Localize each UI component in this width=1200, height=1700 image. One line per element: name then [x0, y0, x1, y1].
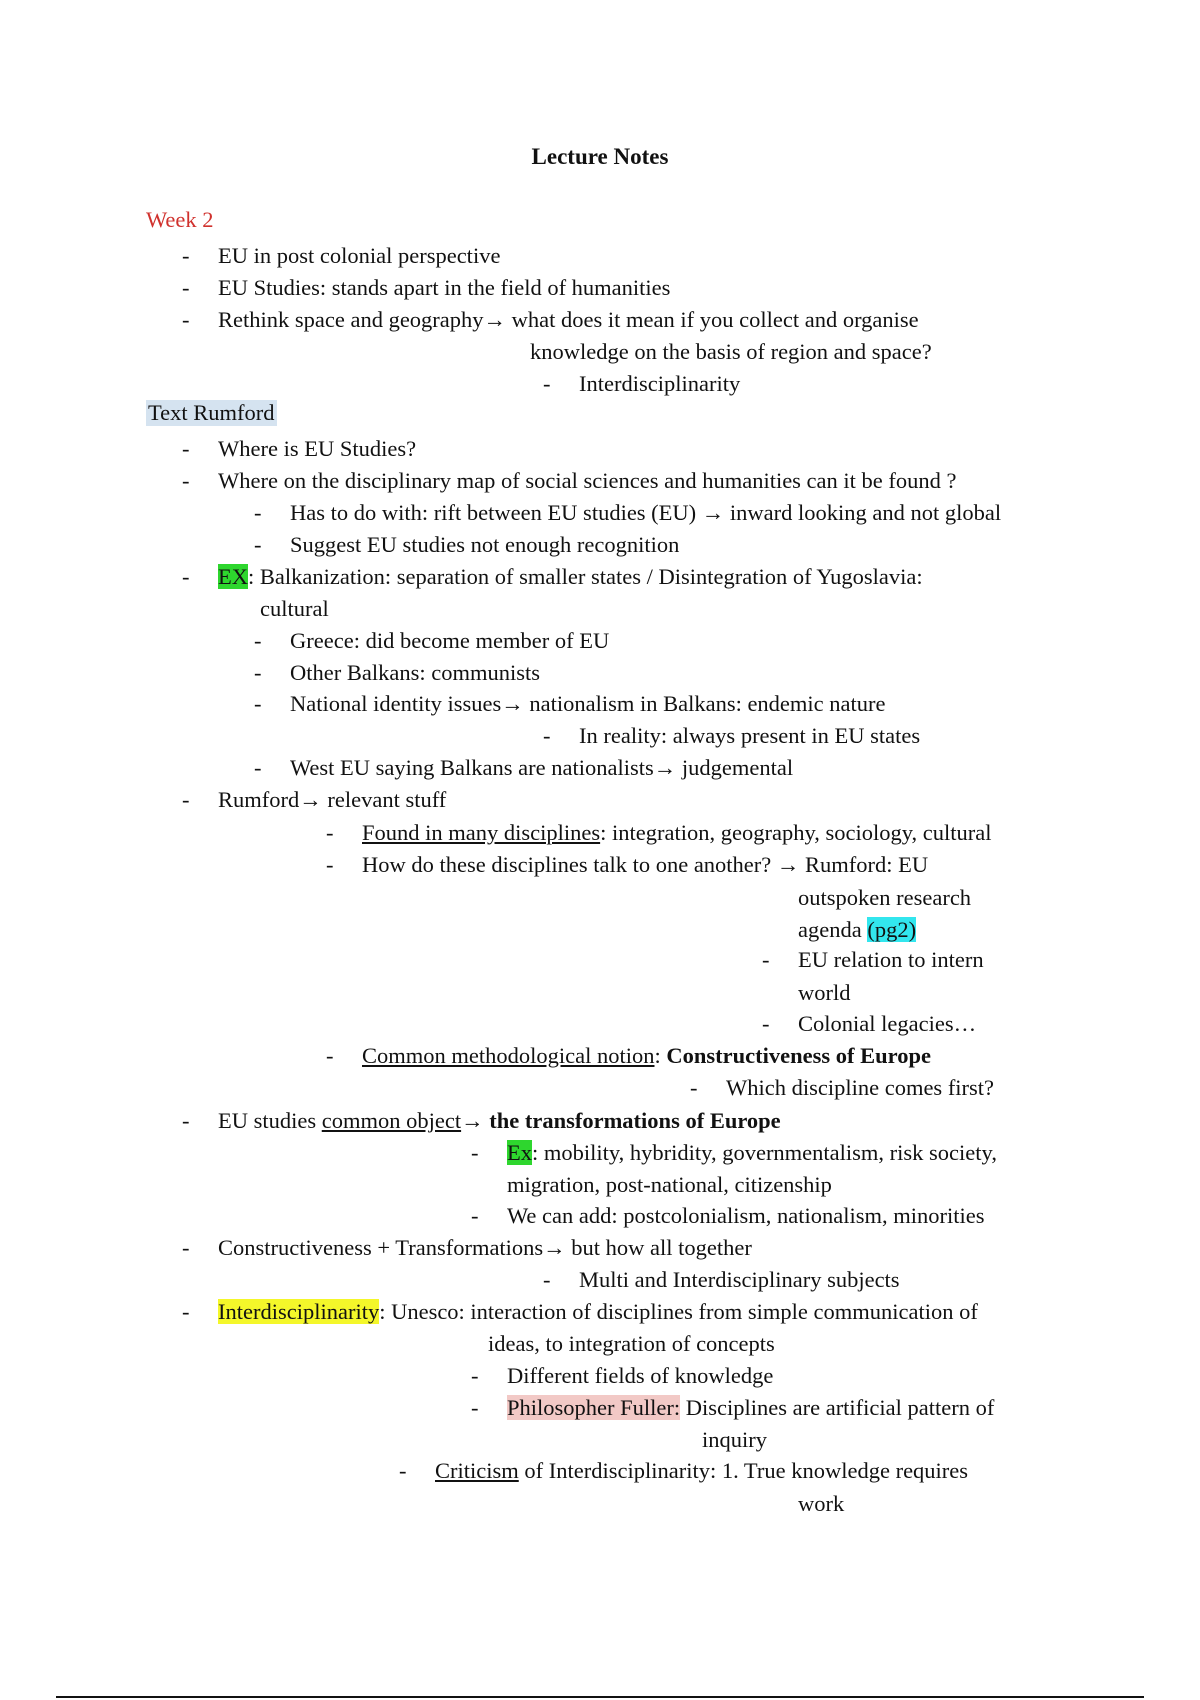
text-span: Where on the disciplinary map of social sciences and humanities can it be found ? — [218, 468, 957, 493]
list-item — [326, 818, 991, 848]
week-heading: Week 2 — [146, 207, 214, 232]
list-item — [254, 530, 679, 560]
text-span: Rumford→ relevant stuff — [218, 787, 447, 812]
list-item — [254, 689, 886, 719]
bullet-dash: - — [254, 691, 262, 716]
list-item — [543, 1265, 900, 1295]
text-span: Suggest EU studies not enough recognition — [290, 532, 680, 557]
bullet-dash: - — [326, 820, 334, 845]
bullet-dash: - — [182, 307, 190, 332]
bullet-dash: - — [690, 1075, 698, 1100]
text-span: Greece: did become member of EU — [290, 628, 610, 653]
list-item — [254, 658, 540, 688]
bullet-dash: - — [762, 1011, 770, 1036]
text-span: Other Balkans: communists — [290, 660, 540, 685]
page-ref-tag: (pg2) — [867, 917, 917, 942]
list-item — [543, 369, 740, 399]
bullet-dash: - — [182, 275, 190, 300]
text-span: Rethink space and geography→ what does it mean if you collect and organise — [218, 307, 919, 332]
bullet-dash: - — [471, 1363, 479, 1388]
list-item — [762, 945, 984, 975]
list-item — [182, 273, 670, 303]
list-item — [182, 562, 923, 592]
list-item — [254, 753, 793, 783]
list-item — [182, 1233, 752, 1263]
bullet-dash: - — [326, 852, 334, 877]
list-item — [182, 785, 446, 815]
bullet-dash: - — [471, 1203, 479, 1228]
list-item-continuation: inquiry — [702, 1427, 767, 1452]
text-span: : integration, geography, sociology, cultural — [600, 820, 992, 845]
list-item — [471, 1361, 773, 1391]
bullet-dash: - — [471, 1395, 479, 1420]
text-span: Which discipline comes first? — [726, 1075, 995, 1100]
text-span: EU in post colonial perspective — [218, 243, 501, 268]
list-item — [690, 1073, 994, 1103]
term-tag: Interdisciplinarity — [218, 1299, 380, 1324]
text-span: → — [461, 1108, 490, 1133]
bullet-dash: - — [182, 243, 190, 268]
text-span: : Balkanization: separation of smaller states / Disintegration of Yugoslavia: — [248, 564, 923, 589]
text-span: agenda — [798, 917, 868, 942]
list-item — [182, 1106, 781, 1136]
list-item — [471, 1393, 994, 1423]
list-item — [254, 626, 609, 656]
list-item — [182, 241, 500, 271]
list-item-continuation: migration, post-national, citizenship — [507, 1172, 832, 1197]
bullet-dash: - — [543, 723, 551, 748]
list-item — [182, 305, 919, 335]
text-span: : Unesco: interaction of disciplines from simple communication of — [379, 1299, 978, 1324]
bullet-dash: - — [182, 1235, 190, 1260]
text-span: EU relation to intern — [798, 947, 984, 972]
list-item — [326, 1041, 931, 1071]
text-span: : — [654, 1043, 667, 1068]
text-span: : mobility, hybridity, governmentalism, risk society, — [532, 1140, 997, 1165]
bullet-dash: - — [254, 755, 262, 780]
list-item-continuation: cultural — [260, 596, 329, 621]
list-item-continuation — [798, 917, 916, 943]
list-item — [182, 434, 416, 464]
text-span: Common methodological notion — [362, 1043, 655, 1068]
text-span: Interdisciplinarity — [579, 371, 741, 396]
list-item — [471, 1138, 997, 1168]
text-span: Found in many disciplines — [362, 820, 601, 845]
list-item — [182, 1297, 978, 1327]
page-title: Lecture Notes — [531, 144, 669, 169]
list-item — [254, 498, 1001, 528]
bullet-dash: - — [326, 1043, 334, 1068]
text-span: Criticism — [435, 1458, 519, 1483]
bullet-dash: - — [182, 1108, 190, 1133]
text-span: Where is EU Studies? — [218, 436, 417, 461]
example-tag: Ex — [507, 1140, 532, 1165]
person-tag: Philosopher Fuller: — [507, 1395, 681, 1420]
text-span: In reality: always present in EU states — [579, 723, 921, 748]
text-span: We can add: postcolonialism, nationalism, minorities — [507, 1203, 985, 1228]
bullet-dash: - — [254, 628, 262, 653]
text-span: Multi and Interdisciplinary subjects — [579, 1267, 900, 1292]
bullet-dash: - — [762, 947, 770, 972]
text-span: Disciplines are artificial pattern of — [680, 1395, 995, 1420]
list-item — [762, 1009, 976, 1039]
list-item — [543, 721, 920, 751]
list-item-continuation: knowledge on the basis of region and space? — [530, 339, 932, 364]
bullet-dash: - — [182, 787, 190, 812]
bullet-dash: - — [399, 1458, 407, 1483]
list-item — [471, 1201, 984, 1231]
bullet-dash: - — [182, 468, 190, 493]
bullet-dash: - — [543, 371, 551, 396]
bullet-dash: - — [254, 660, 262, 685]
list-item-continuation: work — [798, 1491, 845, 1516]
list-item — [182, 466, 957, 496]
list-item — [399, 1456, 968, 1486]
list-item-continuation: outspoken research — [798, 885, 972, 910]
list-item-continuation: world — [798, 980, 851, 1005]
text-span: of Interdisciplinarity: 1. True knowledge requires — [518, 1458, 969, 1483]
text-span: Constructiveness + Transformations→ but how all together — [218, 1235, 752, 1260]
bullet-dash: - — [182, 436, 190, 461]
bullet-dash: - — [254, 532, 262, 557]
text-span: West EU saying Balkans are nationalists→ judgemental — [290, 755, 794, 780]
bullet-dash: - — [182, 564, 190, 589]
text-span: Has to do with: rift between EU studies (EU) → inward looking and not global — [290, 500, 1002, 525]
text-span: the transformations of Europe — [489, 1108, 781, 1133]
text-span: Colonial legacies… — [798, 1011, 977, 1036]
text-span: How do these disciplines talk to one another? → Rumford: EU — [362, 852, 929, 877]
bullet-dash: - — [471, 1140, 479, 1165]
text-span: common object — [321, 1108, 462, 1133]
text-span: Constructiveness of Europe — [666, 1043, 931, 1068]
list-item — [326, 850, 928, 880]
list-item-continuation: ideas, to integration of concepts — [488, 1331, 775, 1356]
text-span: Different fields of knowledge — [507, 1363, 774, 1388]
bullet-dash: - — [182, 1299, 190, 1324]
section-heading: Text Rumford — [148, 400, 275, 425]
bullet-dash: - — [543, 1267, 551, 1292]
example-tag: EX — [218, 564, 248, 589]
bullet-dash: - — [254, 500, 262, 525]
text-span: EU studies — [218, 1108, 322, 1133]
page-divider — [56, 1696, 1144, 1698]
text-span: National identity issues→ nationalism in Balkans: endemic nature — [290, 691, 886, 716]
text-span: EU Studies: stands apart in the field of humanities — [218, 275, 671, 300]
